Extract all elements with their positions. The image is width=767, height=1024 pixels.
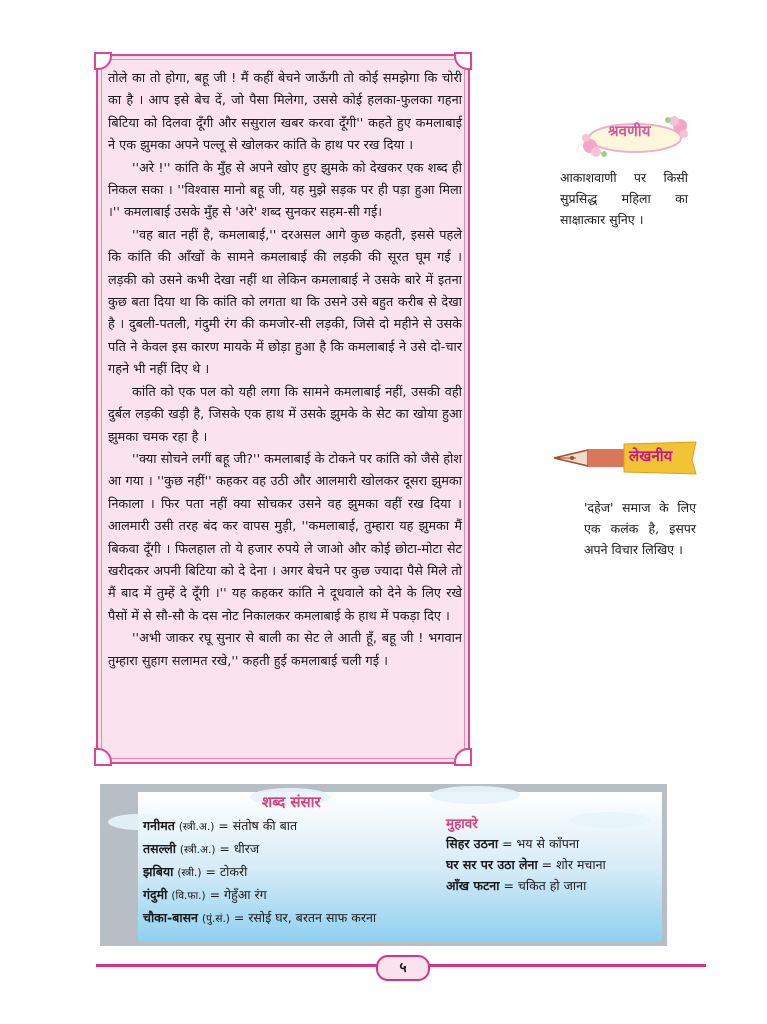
idioms-title: मुहावरे [446, 816, 478, 832]
story-panel [96, 54, 470, 764]
cloud-decoration [570, 812, 650, 828]
idiom-item: घर सर पर उठा लेना = शोर मचाना [446, 857, 606, 872]
lekhneey-text: 'दहेज' समाज के लिए एक कलंक है, इसपर अपने विचार लिखिए । [584, 500, 696, 557]
idiom-list [446, 833, 606, 896]
panel-corner [454, 748, 472, 766]
vocab-item: झबिया (स्त्री.) = टोकरी [143, 864, 248, 879]
vocab-title: शब्द संसार [262, 793, 321, 811]
shravaneey-label: श्रवणीय [608, 122, 651, 140]
story-paragraph: ''क्या सोचने लगीं बहू जी?'' कमलाबाई के टोकने पर कांति को जैसे होश आ गया । ''कुछ नहीं'' कहकर वह उठी और आलमारी खोलकर दूसरा झुमका निकाला । फिर पता नहीं क्या सोचकर उसने वह झुमका वहीं रख दिया । आलमारी उसी तरह बंद कर वापस मुड़ी, ''कमलाबाई, तुम्हारा यह झुमका मैं बिकवा दूँगी । फिलहाल तो ये हजार रुपये ले जाओ और कोई छोटा-मोटा सेट खरीदकर अपनी बिटिया को दे देना । अगर बेचने पर कुछ ज्यादा पैसे मिले तो मैं बाद में तुम्हें दे दूँगी ।'' यह कहकर कांति ने दूधवाले को देने के लिए रखे पैसों में से सौ-सौ के दस नोट निकालकर कमलाबाई के हाथ में पकड़ा दिए । [108, 451, 462, 624]
shravaneey-text: आकाशवाणी पर किसी सुप्रसिद्ध महिला का साक्षात्कार सुनिए । [560, 170, 688, 227]
lekhneey-label: लेखनीय [629, 447, 673, 465]
cloud-decoration [430, 786, 520, 804]
idiom-item: आँख फटना = चकित हो जाना [446, 878, 587, 893]
story-paragraph: कांति को एक पल को यही लगा कि सामने कमलाबाई नहीं, उसकी वही दुर्बल लड़की खड़ी है, जिसके एक हाथ में उसके झुमके के सेट का खोया हुआ झुमका चमक रहा है । [108, 384, 462, 445]
panel-corner [94, 748, 112, 766]
vocab-item: तसल्ली (स्त्री.अ.) = धीरज [143, 841, 260, 856]
page-number: ५ [376, 955, 430, 981]
vocab-item: गनीमत (स्त्री.अ.) = संतोष की बात [143, 818, 298, 833]
story-paragraph: ''वह बात नहीं है, कमलाबाई,'' दरअसल आगे कुछ कहती, इससे पहले कि कांति की आँखों के सामने कमलाबाई की लड़की की सूरत घूम गई । लड़की को उसने कभी देखा नहीं था लेकिन कमलाबाई ने उसके बारे में इतना कुछ बता दिया था कि कांति को लगता था कि उसने उसे बहुत करीब से देखा है । दुबली-पतली, गंदुमी रंग की कमजोर-सी लड़की, जिसे दो महीने से उसके पति ने केवल इस कारण मायके में छोड़ा हुआ है कि कमलाबाई ने उसे दो-चार गहने भी नहीं दिए थे । [108, 227, 462, 378]
story-paragraph: ''अरे !'' कांति के मुँह से अपने खोए हुए झुमके को देखकर एक शब्द ही निकल सका । ''विश्वास मानो बहू जी, यह मुझे सड़क पर ही पड़ा हुआ मिला ।'' कमलाबाई उसके मुँह से 'अरे' शब्द सुनकर सहम-सी गई। [108, 160, 462, 221]
story-paragraph: तोले का तो होगा, बहू जी ! मैं कहीं बेचने जाऊँगी तो कोई समझेगा कि चोरी का है । आप इसे बेच दें, जो पैसा मिलेगा, उससे कोई हलका-फुलका गहना बिटिया को दिलवा दूँगी और ससुराल खबर करवा दूँगी'' कहते हुए कमलाबाई ने एक झुमका अपने पल्लू से खोलकर कांति के हाथ पर रख दिया । [108, 71, 462, 154]
pen-nib-icon [552, 438, 698, 478]
vocab-list [143, 815, 376, 930]
idiom-item: सिहर उठना = भय से काँपना [446, 836, 580, 851]
vocab-item: चौका-बासन (पुं.सं.) = रसोई घर, बरतन साफ करना [143, 910, 377, 925]
vocab-item: गंदुमी (वि.फा.) = गेहुँआ रंग [143, 887, 267, 902]
story-text [108, 68, 462, 673]
story-paragraph: ''अभी जाकर रघू सुनार से बाली का सेट ले आती हूँ, बहू जी ! भगवान तुम्हारा सुहाग सलामत रखे,'' कहती हुई कमलाबाई चली गई । [108, 631, 462, 669]
